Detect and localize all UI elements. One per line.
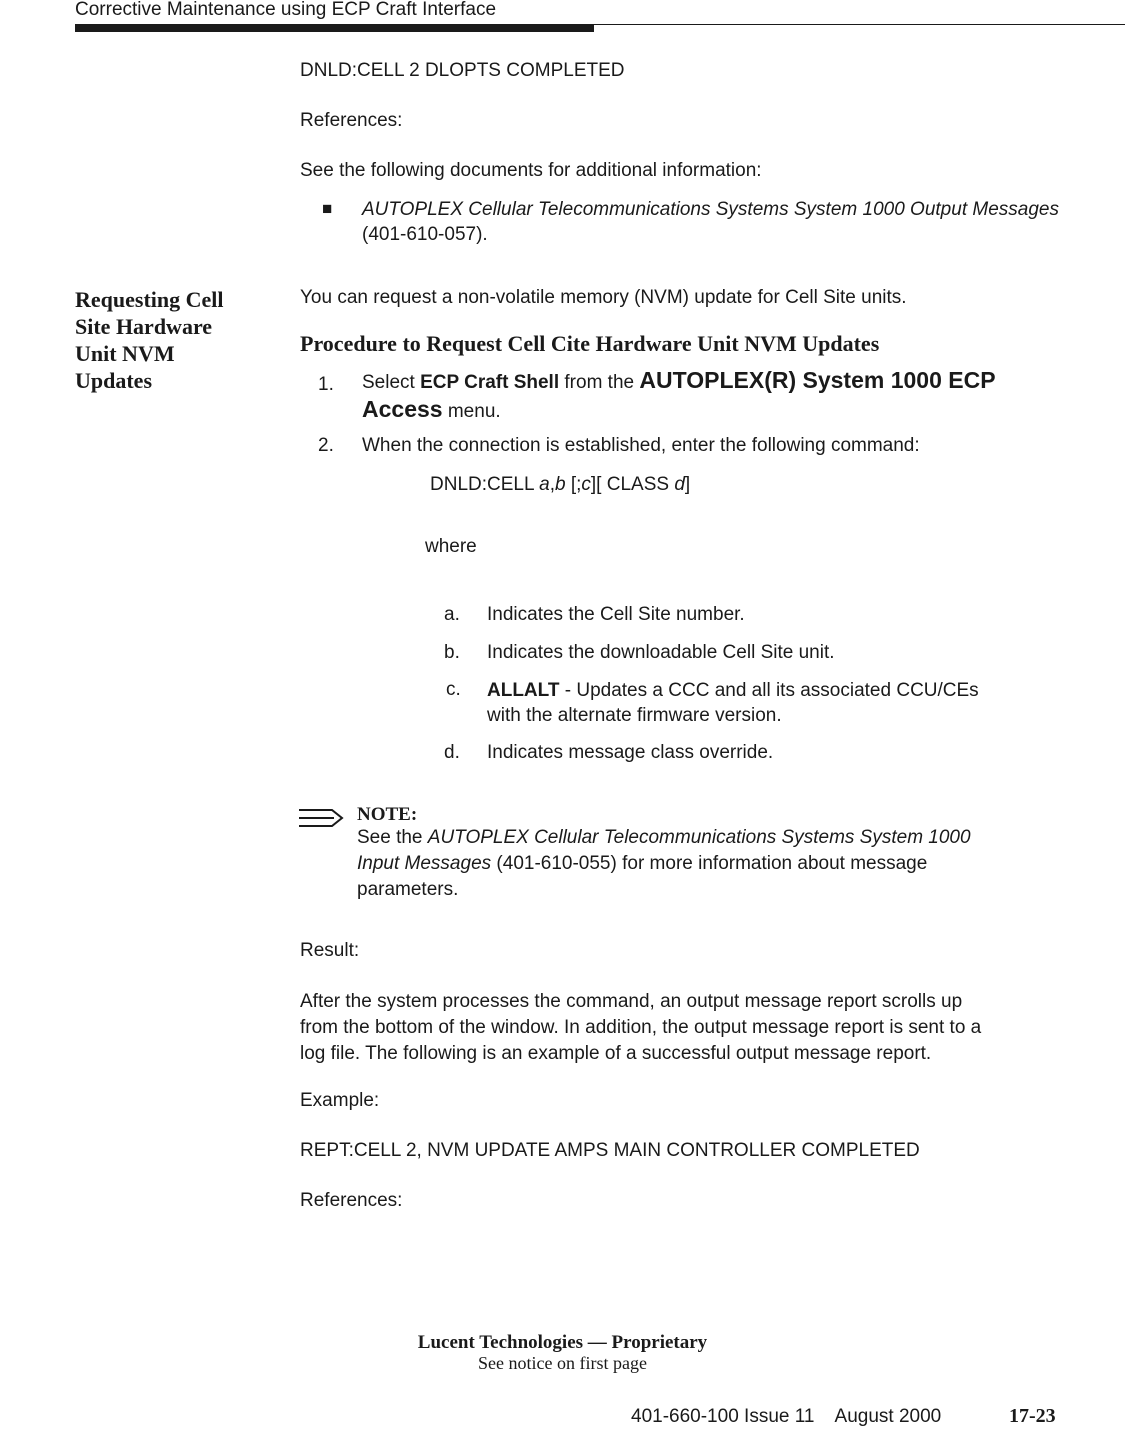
shell-name: ECP Craft Shell	[420, 372, 560, 393]
command-part: [;	[565, 474, 582, 495]
param-description: Indicates the Cell Site number.	[487, 604, 745, 625]
param-letter: c.	[446, 679, 461, 700]
side-heading-line: Updates	[75, 368, 153, 393]
header-rule-thick	[75, 24, 594, 32]
menu-name: AUTOPLEX(R) System 1000 ECP Access	[362, 367, 996, 422]
command-param: c	[581, 474, 591, 495]
example-message: REPT:CELL 2, NVM UPDATE AMPS MAIN CONTROLLER COMPLETED	[300, 1140, 920, 1161]
note-text: parameters.	[357, 879, 459, 900]
footer-company: Lucent Technologies — Proprietary	[417, 1332, 708, 1353]
note-label: NOTE:	[357, 804, 418, 825]
page-number: 17-23	[1009, 1405, 1056, 1427]
result-text: from the bottom of the window. In addition, the output message report is sent to a	[300, 1017, 982, 1038]
command-part: ,	[549, 474, 555, 495]
note-doc-title: Input Messages	[357, 853, 492, 874]
command-syntax	[430, 473, 690, 498]
result-paragraph	[300, 989, 1090, 1067]
command-part: ][ CLASS	[590, 474, 675, 495]
result-label: Result:	[300, 940, 360, 961]
where-label: where	[425, 536, 477, 557]
note-text: See the	[357, 827, 428, 848]
procedure-heading: Procedure to Request Cell Cite Hardware Unit NVM Updates	[300, 331, 880, 356]
command-param: b	[554, 474, 566, 495]
section-side-heading	[75, 286, 275, 394]
running-title: Corrective Maintenance using ECP Craft Interface	[75, 0, 497, 20]
references-label: References:	[300, 1190, 403, 1211]
reference-title: AUTOPLEX Cellular Telecommunications Systems System 1000 Output Messages	[362, 199, 1059, 220]
see-following-text: See the following documents for additional information:	[300, 160, 762, 181]
note-arrow-icon	[298, 808, 344, 828]
param-letter: b.	[444, 642, 460, 663]
step-number: 2.	[318, 435, 334, 456]
param-description: Indicates message class override.	[487, 742, 774, 763]
param-letter: d.	[444, 742, 460, 763]
reference-number: (401-610-057).	[362, 224, 488, 245]
footer-doc-info: 401-660-100 Issue 11 August 2000	[631, 1406, 942, 1427]
step-text: from the	[559, 372, 640, 393]
step-2: When the connection is established, enter the following command:	[362, 435, 920, 456]
param-description	[487, 678, 1087, 728]
step-1	[362, 367, 1062, 425]
step-text: menu.	[442, 401, 501, 422]
command-param: a	[539, 474, 550, 495]
note-text: (401-610-055) for more information about message	[491, 853, 928, 874]
param-text: - Updates a CCC and all its associated CCU/CEs	[559, 680, 979, 701]
references-label: References:	[300, 110, 403, 131]
result-text: After the system processes the command, an output message report scrolls up	[300, 991, 963, 1012]
side-heading-line: Site Hardware	[75, 314, 213, 339]
command-part: ]	[684, 474, 691, 495]
bullet-square-icon: ■	[322, 199, 333, 218]
param-description: Indicates the downloadable Cell Site unit.	[487, 642, 835, 663]
note-body	[357, 825, 1077, 903]
example-label: Example:	[300, 1090, 380, 1111]
allalt-keyword: ALLALT	[487, 680, 560, 701]
param-letter: a.	[444, 604, 460, 625]
intro-paragraph: You can request a non-volatile memory (NVM) update for Cell Site units.	[300, 287, 907, 308]
output-message-line: DNLD:CELL 2 DLOPTS COMPLETED	[300, 60, 625, 81]
reference-bullet-item	[362, 197, 1062, 247]
side-heading-line: Unit NVM	[75, 341, 175, 366]
command-param: d	[674, 474, 685, 495]
param-text: with the alternate firmware version.	[487, 705, 782, 726]
result-text: log file. The following is an example of a successful output message report.	[300, 1043, 932, 1064]
step-number: 1.	[318, 374, 334, 395]
side-heading-line: Requesting Cell	[75, 287, 224, 312]
command-part: DNLD:CELL	[430, 474, 540, 495]
note-doc-title: AUTOPLEX Cellular Telecommunications Systems System 1000	[427, 827, 971, 848]
step-text: Select	[362, 372, 421, 393]
footer-notice: See notice on first page	[478, 1353, 647, 1373]
